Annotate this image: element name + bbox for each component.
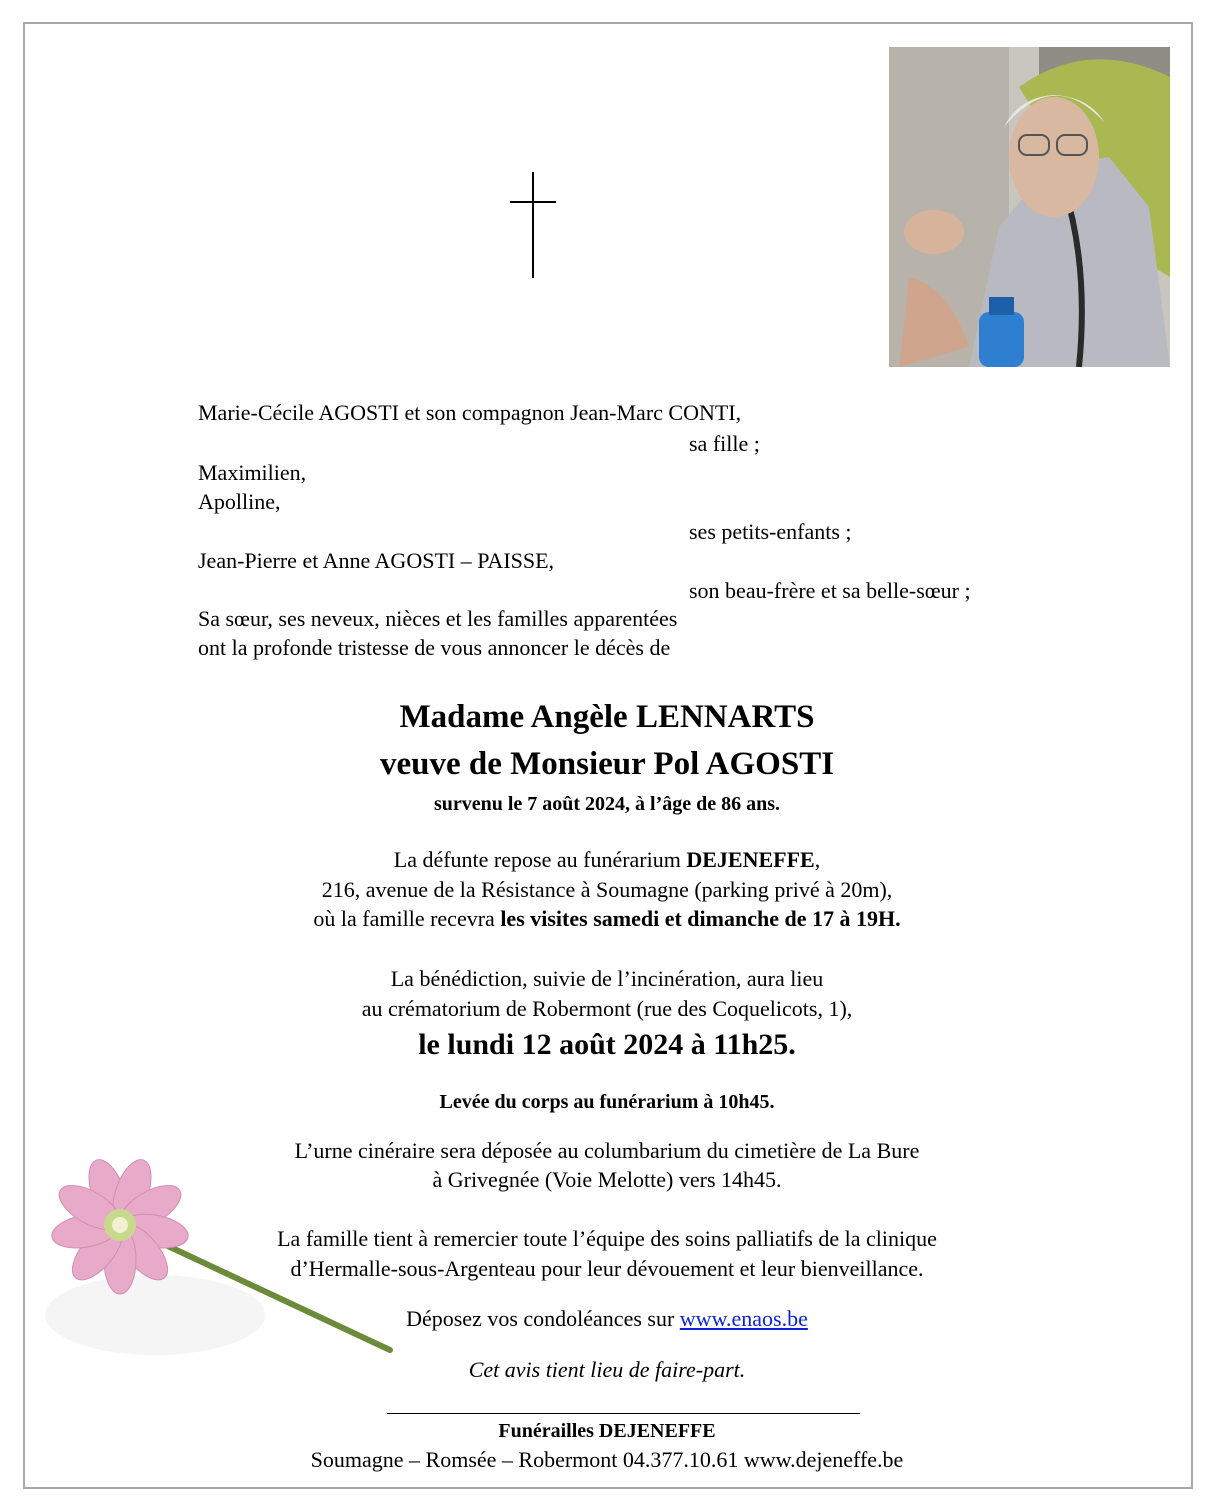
levee-time: Levée du corps au funérarium à 10h45.	[439, 1091, 775, 1113]
urn-line-1: L’urne cinéraire sera déposée au columbarium du cimetière de La Bure	[294, 1138, 920, 1163]
visit-line-1: La défunte repose au funérarium DEJENEFFE,	[393, 847, 821, 872]
family-line-4: Jean-Pierre et Anne AGOSTI – PAISSE,	[198, 548, 555, 573]
thanks-line-2: d’Hermalle-sous-Argenteau pour leur dévouement et leur bienveillance.	[290, 1256, 924, 1281]
ceremony-date: le lundi 12 août 2024 à 11h25.	[418, 1028, 796, 1061]
widow-of: veuve de Monsieur Pol AGOSTI	[379, 746, 835, 782]
relation-grandchildren: ses petits-enfants ;	[689, 519, 852, 544]
condolences-line: Déposez vos condoléances sur www.enaos.be	[406, 1306, 808, 1331]
thanks-line-1: La famille tient à remercier toute l’équipe des soins palliatifs de la clinique	[277, 1226, 937, 1251]
family-line-3: Apolline,	[198, 489, 281, 514]
footer-divider	[387, 1413, 860, 1414]
visit-line-3: où la famille recevra les visites samedi et dimanche de 17 à 19H.	[313, 906, 901, 931]
ceremony-line-2: au crématorium de Robermont (rue des Coquelicots, 1),	[361, 996, 853, 1021]
condolences-link[interactable]: www.enaos.be	[679, 1306, 808, 1331]
relation-daughter: sa fille ;	[689, 431, 760, 456]
death-date: survenu le 7 août 2024, à l’âge de 86 ans.	[433, 793, 781, 815]
ceremony-line-1: La bénédiction, suivie de l’incinération, aura lieu	[390, 966, 824, 991]
visit-line-2: 216, avenue de la Résistance à Soumagne (parking privé à 20m),	[321, 877, 893, 902]
relation-in-laws: son beau-frère et sa belle-sœur ;	[689, 578, 971, 603]
footer-company: Funérailles DEJENEFFE	[498, 1420, 716, 1442]
family-line-6: ont la profonde tristesse de vous annoncer le décès de	[198, 635, 671, 660]
cross-icon	[510, 172, 556, 278]
footer-contact: Soumagne – Romsée – Robermont 04.377.10.61 www.dejeneffe.be	[310, 1447, 904, 1472]
family-line-1: Marie-Cécile AGOSTI et son compagnon Jean-Marc CONTI,	[198, 400, 742, 425]
family-line-5: Sa sœur, ses neveux, nièces et les familles apparentées	[198, 606, 678, 631]
portrait-photo	[889, 47, 1170, 367]
flower-image	[35, 1150, 415, 1450]
urn-line-2: à Grivegnée (Voie Melotte) vers 14h45.	[432, 1167, 782, 1192]
notice-text: Cet avis tient lieu de faire-part.	[468, 1357, 746, 1382]
deceased-name: Madame Angèle LENNARTS	[399, 699, 815, 735]
family-line-2: Maximilien,	[198, 460, 307, 485]
